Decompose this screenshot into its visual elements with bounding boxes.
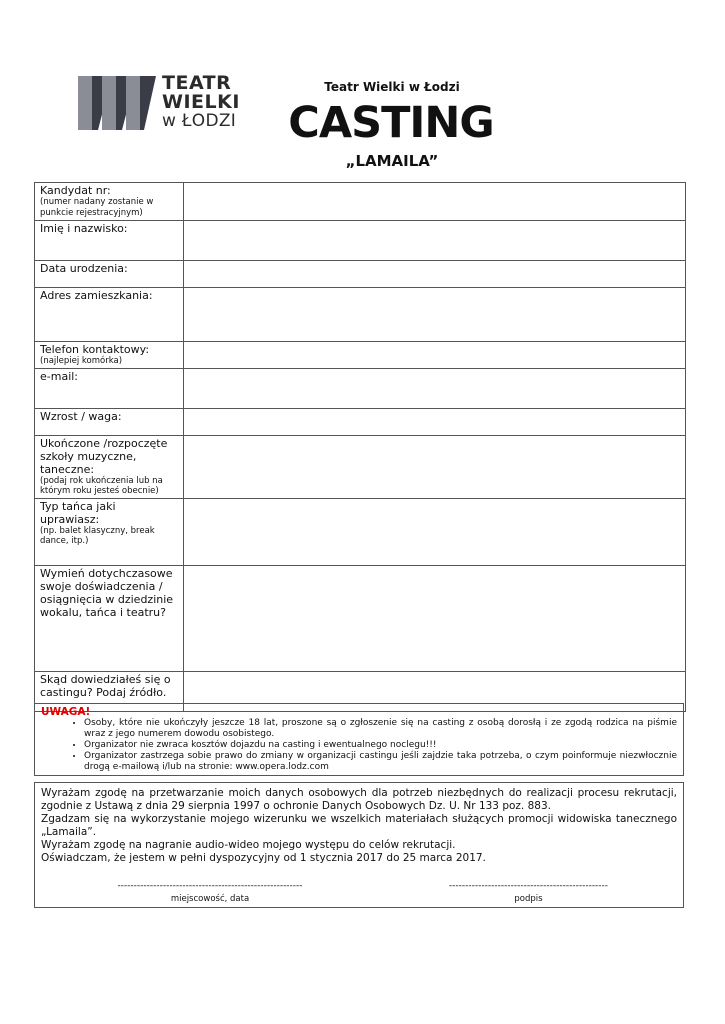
field-input-schools[interactable] <box>184 435 686 498</box>
field-label: Telefon kontaktowy: <box>40 343 150 356</box>
consent-paragraph: Wyrażam zgodę na nagranie audio-wideo mojego występu do celów rekrutacji. <box>41 839 456 851</box>
field-input-phone[interactable] <box>184 342 686 369</box>
application-form <box>34 182 686 712</box>
field-label: Data urodzenia: <box>40 262 128 275</box>
field-note: (numer nadany zostanie w punkcie rejestracyjnym) <box>40 197 154 218</box>
field-input-height-weight[interactable] <box>184 408 686 435</box>
consent-paragraph: Zgadzam się na wykorzystanie mojego wizerunku we wszelkich materiałach służących promocji widowiska tanecznego „Lamaila”. <box>41 813 677 838</box>
form-label-cell <box>35 342 184 369</box>
field-label: Imię i nazwisko: <box>40 222 128 235</box>
field-input-birth-date[interactable] <box>184 261 686 288</box>
field-label: Wzrost / waga: <box>40 409 122 423</box>
form-label-cell <box>35 183 184 221</box>
field-label: Skąd dowiedziałeś się o castingu? Podaj źródło. <box>40 672 171 699</box>
form-label-cell <box>35 261 184 288</box>
field-label: Typ tańca jaki uprawiasz: <box>40 499 116 526</box>
field-note: (podaj rok ukończenia lub na którym roku jesteś obecnie) <box>40 475 163 496</box>
form-label-cell <box>35 498 184 565</box>
form-label-cell <box>35 435 184 498</box>
field-label: Kandydat nr: <box>40 184 111 197</box>
consent-paragraph: Wyrażam zgodę na przetwarzanie moich danych osobowych dla potrzeb niezbędnych do realizacji procesu rekrutacji, zgodnie z Ustawą z dnia 29 sierpnia 1997 o ochronie Danych Osobowych Dz. U. Nr 133 poz. 883. <box>41 787 677 812</box>
consent-text <box>41 787 677 865</box>
signature-line: --------------------------------------------------------- <box>117 881 303 891</box>
notice-item: • Organizator zastrzega sobie prawo do zmiany w organizacji castingu jeśli zajdzie taka potrzeba, o czym poinformuje niezwłocznie drogą e-mailową i/lub na stronie: www.opera.lodz.com <box>84 751 677 773</box>
field-input-experience[interactable] <box>184 565 686 671</box>
form-label-cell <box>35 221 184 261</box>
signature-signature[interactable] <box>441 880 616 906</box>
notice-box <box>34 703 684 776</box>
consent-paragraph: Oświadczam, że jestem w pełni dyspozycyjny od 1 stycznia 2017 do 25 marca 2017. <box>41 852 486 864</box>
logo-line-1: TEATR <box>162 72 232 94</box>
logo-line-3: w ŁODZI <box>162 111 237 131</box>
form-label-cell <box>35 408 184 435</box>
signature-label: miejscowość, data <box>170 894 250 904</box>
field-label: Ukończone /rozpoczęte szkoły muzyczne, taneczne: <box>40 436 168 476</box>
page-subtitle: „LAMAILA” <box>345 152 439 170</box>
consent-box <box>34 782 684 908</box>
field-label: Adres zamieszkania: <box>40 289 153 302</box>
field-note: (np. balet klasyczny, break dance, itp.) <box>40 525 155 546</box>
logo-line-2: WIELKI <box>162 91 240 113</box>
notice-list <box>41 718 677 773</box>
page-title: CASTING <box>288 98 494 148</box>
field-label: e-mail: <box>40 369 79 383</box>
logo-text <box>162 74 240 130</box>
signature-place-date[interactable] <box>105 880 315 906</box>
field-label: Wymień dotychczasowe swoje doświadczenia / osiągnięcia w dziedzinie wokalu, tańca i teatru? <box>40 566 174 619</box>
field-input-email[interactable] <box>184 368 686 408</box>
organization-name: Teatr Wielki w Łodzi <box>324 80 460 94</box>
field-input-address[interactable] <box>184 288 686 342</box>
signature-line: ------------------------------------------------- <box>448 881 609 891</box>
field-input-full-name[interactable] <box>184 221 686 261</box>
field-input-candidate-number[interactable] <box>184 183 686 221</box>
form-label-cell <box>35 288 184 342</box>
form-label-cell <box>35 368 184 408</box>
notice-item: • Organizator nie zwraca kosztów dojazdu na casting i ewentualnego noclegu!!! <box>84 740 677 751</box>
notice-title: UWAGA! <box>41 706 91 718</box>
field-input-dance-type[interactable] <box>184 498 686 565</box>
notice-item: • Osoby, które nie ukończyły jeszcze 18 lat, proszone są o zgłoszenie się na casting z osobą dorosłą i ze zgodą rodzica na piśmie wraz z jego numerem dowodu osobistego. <box>84 718 677 740</box>
field-note: (najlepiej komórka) <box>40 356 123 366</box>
form-label-cell <box>35 565 184 671</box>
signature-label: podpis <box>514 894 543 904</box>
